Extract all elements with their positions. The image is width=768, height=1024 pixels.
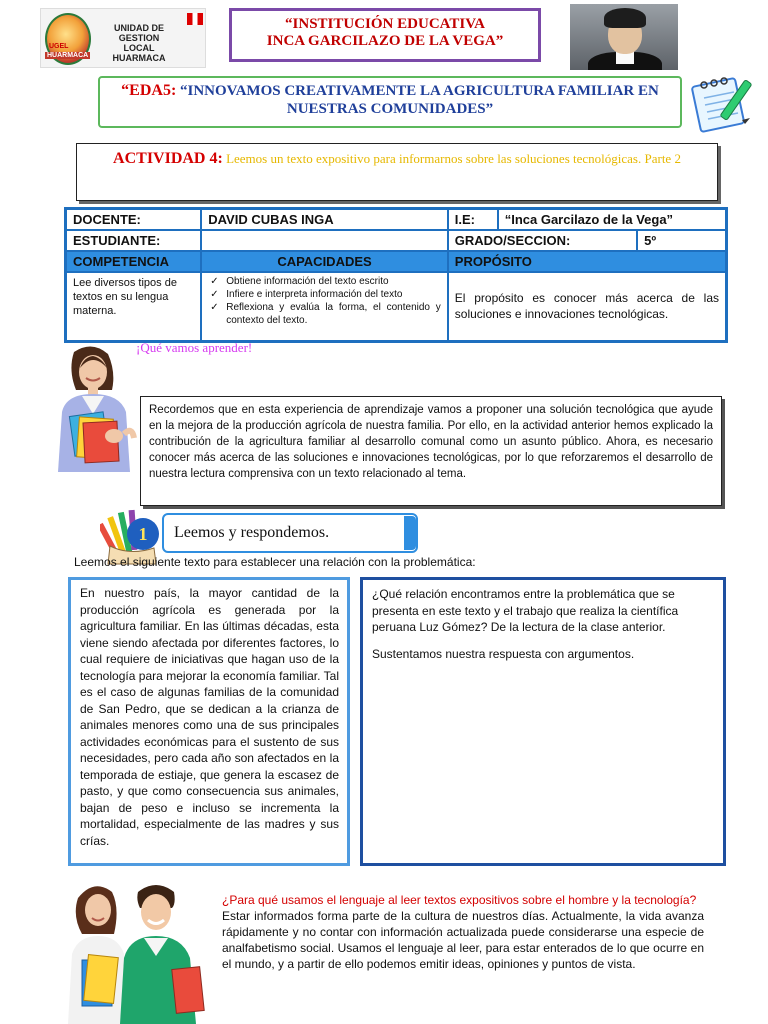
- question-text: ¿Qué relación encontramos entre la problemática que se presenta en este texto y el trabajo que realiza la científica peruana Luz Gómez? De la lectura de la clase anterior.: [372, 587, 679, 634]
- peru-flag-icon: [187, 13, 203, 25]
- proposito-text: El propósito es conocer más acerca de las soluciones e innovaciones tecnológicas.: [448, 272, 727, 342]
- capacidades-list: [208, 273, 441, 327]
- logo-badge-top: UGEL: [49, 43, 69, 50]
- estudiante-label: ESTUDIANTE:: [66, 230, 202, 251]
- what-learn-heading: ¡Qué vamos aprender!: [136, 340, 253, 355]
- capacidades-cell: [201, 272, 448, 342]
- students-image: [64, 878, 214, 1024]
- ie-value: “Inca Garcilazo de la Vega”: [498, 209, 727, 230]
- logo-org-name: [99, 23, 179, 63]
- competencia-text: Lee diversos tipos de textos en su lengua materna.: [66, 272, 202, 342]
- section-number-badge: 1: [127, 518, 159, 550]
- institution-title: [229, 8, 541, 62]
- grado-value: 5º: [637, 230, 726, 251]
- reading-intro: Leemos el siguiente texto para establecer una relación con la problemática:: [74, 555, 476, 569]
- recall-paragraph: Recordemos que en esta experiencia de aprendizaje vamos a proponer una solución tecnológica que ayude en la mejora de la producción agrícola de nuestra familia. Por ello, en la actividad anterior hemos explicado la contribución de la agricultura familiar al desarrollo comunal como un asunto público. Ahora, es necesario conocer más acerca de las soluciones e innovaciones tecnológicas, por lo que reforzaremos el desarrollo de nuestra lectura comprensiva con un texto relacionado al tema.: [140, 396, 722, 506]
- capacidad-item: ✓ Reflexiona y evalúa la forma, el contenido y contexto del texto.: [208, 301, 441, 327]
- logo-badge-bottom: HUARMACA: [47, 52, 89, 59]
- docente-value: DAVID CUBAS INGA: [201, 209, 448, 230]
- eda-title: “INNOVAMOS CREATIVAMENTE LA AGRICULTURA FAMILIAR EN NUESTRAS COMUNIDADES”: [180, 83, 659, 117]
- institution-line2: INCA GARCILAZO DE LA VEGA”: [266, 33, 504, 49]
- final-block: [222, 892, 704, 972]
- capacidad-item: ✓ Obtiene información del texto escrito: [208, 275, 441, 288]
- reading-text-box: En nuestro país, la mayor cantidad de la producción agrícola es generada por la agricultura familiar. En las últimas décadas, esta viene siendo afectada por diferentes factores, lo cual requiere de iniciativas que hagan uso de la tecnología para mejorar la economía familiar. Tal es el caso de algunas familias de la comunidad de San Pedro, que se dedican a la crianza de animales menores como una de sus principales actividades económicas para el sustento de sus necesidades, pero cada año son afectados en la temporada de estiaje, que genera la escasez de pasto, y que como consecuencia sus animales, bajan de peso e incluso se incrementa la mortalidad, especialmente de las madres y sus crías.: [68, 577, 350, 866]
- logo-org-line3: HUARMACA: [112, 53, 166, 63]
- logo-org-line1: UNIDAD DE GESTION: [113, 23, 164, 43]
- ugel-logo: [40, 8, 206, 68]
- final-answer: Estar informados forma parte de la cultura de nuestros días. Actualmente, la vida avanza rápidamente y no contar con información actualizada puede considerarse una especie de analfabetismo social. Usamos el lenguaje al leer, para estar enterados de lo que ocurre en el mundo, y a partir de ello podemos emitir ideas, opiniones y puntos de vista.: [222, 909, 704, 971]
- activity-text: Leemos un texto expositivo para informarnos sobre las soluciones tecnológicas. Parte 2: [226, 151, 681, 166]
- section-title-tab: [404, 516, 416, 550]
- logo-org-line2: LOCAL: [123, 43, 155, 53]
- final-question: ¿Para qué usamos el lenguaje al leer textos expositivos sobre el hombre y la tecnología?: [222, 893, 697, 907]
- col-capacidades: CAPACIDADES: [201, 251, 448, 272]
- activity-label: ACTIVIDAD 4:: [113, 150, 223, 167]
- ie-label: I.E:: [448, 209, 498, 230]
- question-box[interactable]: [360, 577, 726, 866]
- eda-label: “EDA5:: [121, 82, 177, 99]
- col-proposito: PROPÓSITO: [448, 251, 727, 272]
- grado-label: GRADO/SECCION:: [448, 230, 637, 251]
- section-title: Leemos y respondemos.: [162, 513, 418, 553]
- col-competencia: COMPETENCIA: [66, 251, 202, 272]
- estudiante-value[interactable]: [201, 230, 448, 251]
- info-table: [64, 207, 728, 343]
- capacidad-item: ✓ Infiere e interpreta información del texto: [208, 288, 441, 301]
- eda-title-box: [98, 76, 682, 128]
- student-girl-image: [36, 342, 146, 472]
- garcilaso-portrait: [570, 4, 678, 70]
- docente-label: DOCENTE:: [66, 209, 202, 230]
- activity-box: [76, 143, 718, 201]
- question-instruction: Sustentamos nuestra respuesta con argumentos.: [372, 646, 635, 661]
- institution-line1: “INSTITUCIÓN EDUCATIVA: [285, 16, 485, 32]
- notepad-icon: [690, 72, 756, 134]
